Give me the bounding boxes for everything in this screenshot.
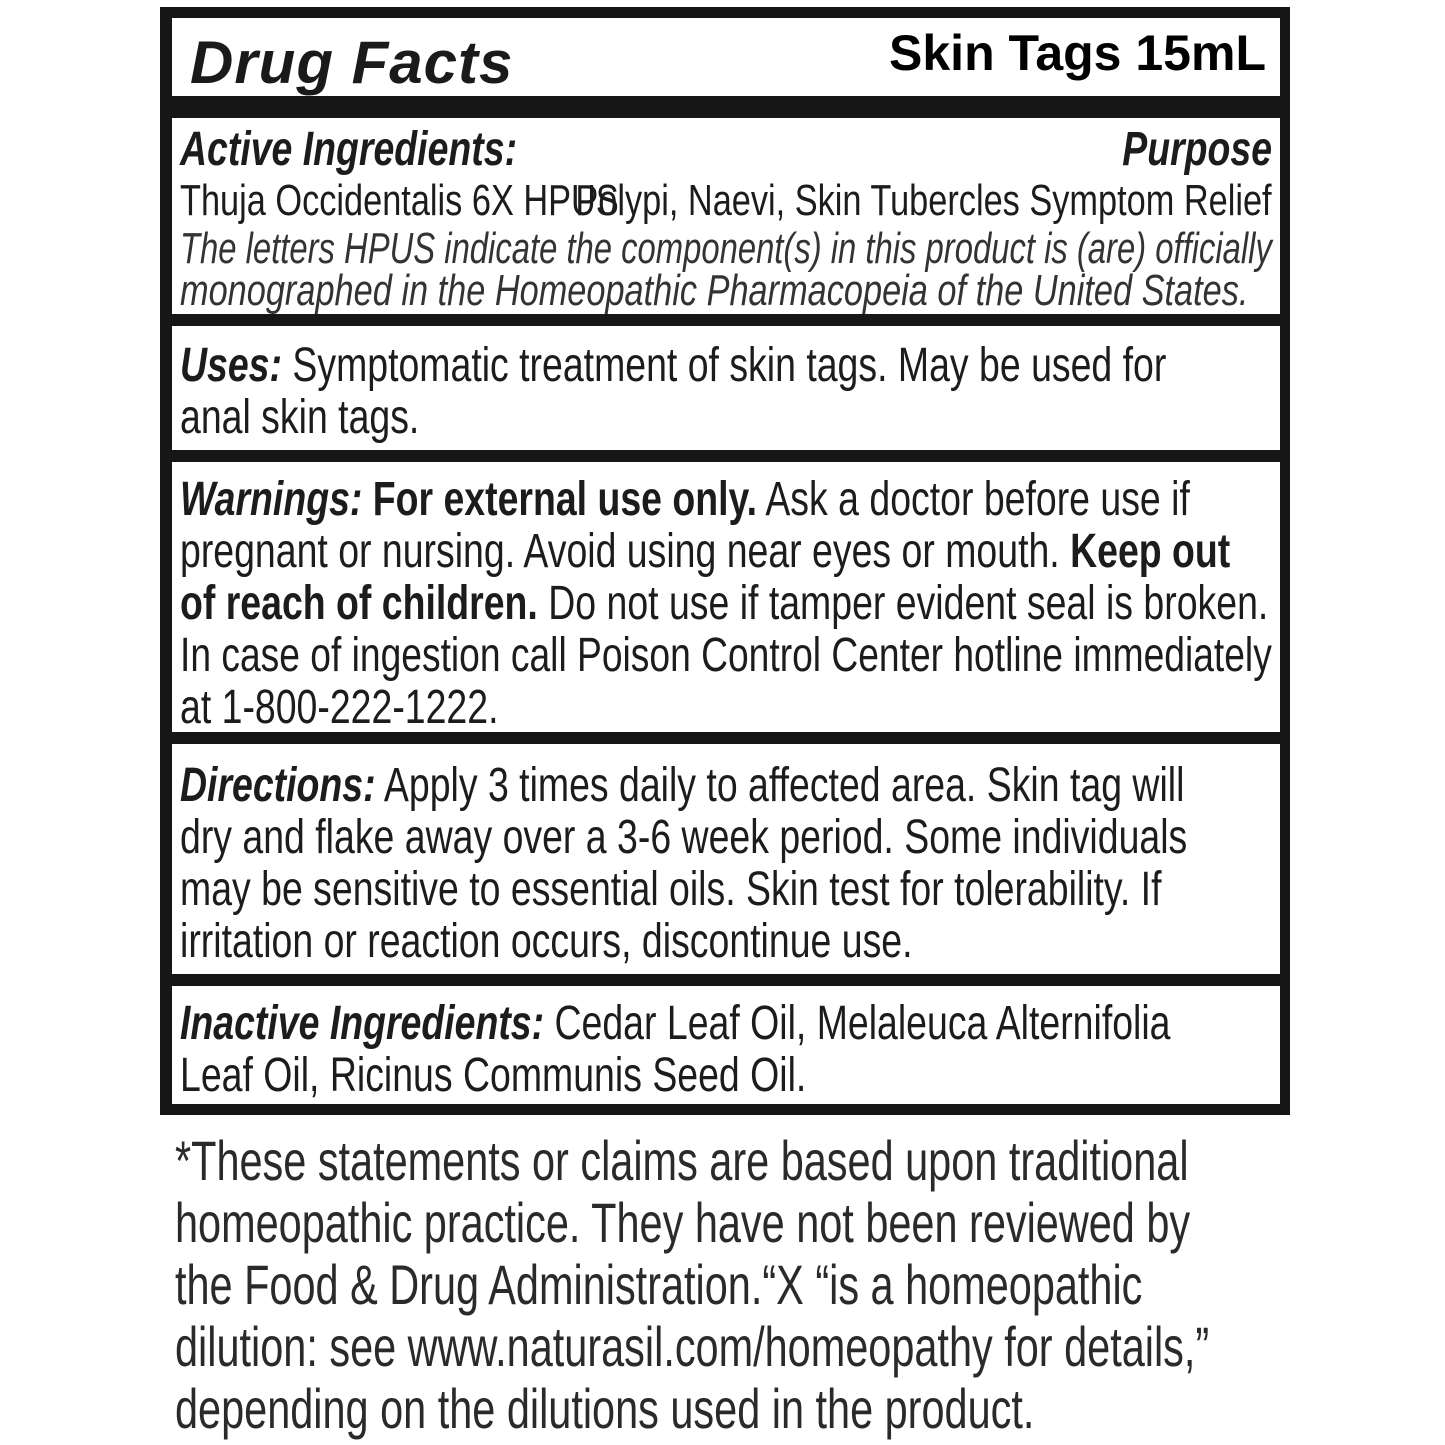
purpose-heading: Purpose <box>1122 123 1272 176</box>
footnote-line-4: dilution: see www.naturasil.com/homeopathy for details,” <box>175 1315 1210 1378</box>
uses-text-1: Symptomatic treatment of skin tags. May be used for <box>292 339 1167 392</box>
warnings-line-3 <box>180 576 1268 631</box>
drug-facts-title: Drug Facts <box>190 29 514 96</box>
footnote-line-1: *These statements or claims are based upon traditional <box>175 1129 1189 1192</box>
footnote-line-5: depending on the dilutions used in the product. <box>175 1377 1035 1440</box>
drug-facts-header <box>172 18 1280 96</box>
warnings-line-2 <box>180 524 1230 579</box>
hpus-note-line-1: The letters HPUS indicate the component(s) in this product is (are) officially <box>180 224 1272 273</box>
inactive-ingredients-heading: Inactive Ingredients: <box>180 997 545 1050</box>
product-name: Skin Tags 15mL <box>889 25 1266 81</box>
inactive-ingredients-section <box>172 986 1280 1104</box>
warnings-text-3: Do not use if tamper evident seal is broken. <box>548 577 1269 630</box>
uses-heading: Uses: <box>180 339 282 392</box>
footnote-line-3: the Food & Drug Administration.“X “is a homeopathic <box>175 1253 1143 1316</box>
warnings-section <box>172 462 1280 732</box>
external-use-warning: For external use only. <box>372 473 757 526</box>
warnings-line-5: at 1-800-222-1222. <box>180 681 499 734</box>
active-ingredient-purpose: Polypi, Naevi, Skin Tubercles Symptom Relief <box>575 176 1272 225</box>
directions-text-1: Apply 3 times daily to affected area. Skin tag will <box>383 759 1185 812</box>
directions-line-1 <box>180 758 1184 813</box>
warnings-line-1 <box>180 472 1190 527</box>
directions-line-4: irritation or reaction occurs, discontinue use. <box>180 915 913 968</box>
uses-line-2: anal skin tags. <box>180 391 420 444</box>
inactive-text-1: Cedar Leaf Oil, Melaleuca Alternifolia <box>554 997 1171 1050</box>
directions-heading: Directions: <box>180 759 376 812</box>
inactive-line-1 <box>180 996 1171 1051</box>
directions-section <box>172 744 1280 974</box>
footnote-line-2: homeopathic practice. They have not been reviewed by <box>175 1191 1191 1254</box>
active-ingredients-section <box>172 118 1280 314</box>
active-ingredient-name: Thuja Occidentalis 6X HPUS <box>180 176 619 225</box>
uses-section <box>172 326 1280 450</box>
active-ingredients-heading: Active Ingredients: <box>180 123 518 176</box>
directions-line-3: may be sensitive to essential oils. Skin test for tolerability. If <box>180 863 1162 916</box>
warnings-heading: Warnings: <box>180 473 363 526</box>
keep-out-warning-b: of reach of children. <box>180 577 538 630</box>
warnings-text-1: Ask a doctor before use if <box>765 473 1190 526</box>
keep-out-warning-a: Keep out <box>1070 525 1231 578</box>
uses-line-1 <box>180 338 1166 393</box>
directions-line-2: dry and flake away over a 3-6 week period. Some individuals <box>180 811 1188 864</box>
warnings-text-2: pregnant or nursing. Avoid using near eyes or mouth. <box>180 525 1060 578</box>
inactive-line-2: Leaf Oil, Ricinus Communis Seed Oil. <box>180 1049 807 1102</box>
warnings-line-4: In case of ingestion call Poison Control Center hotline immediately <box>180 629 1272 682</box>
hpus-note-line-2: monographed in the Homeopathic Pharmacopeia of the United States. <box>180 266 1249 315</box>
